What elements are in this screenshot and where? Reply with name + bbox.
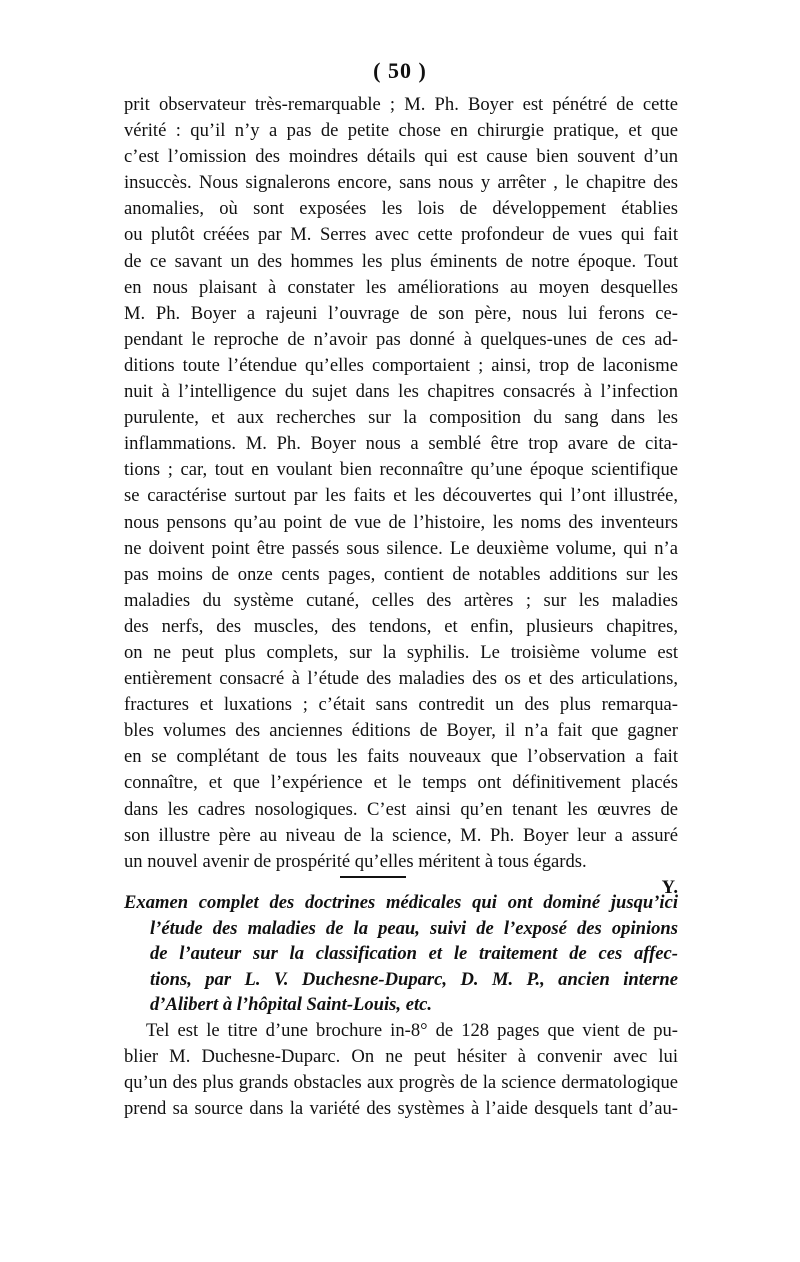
review-title-line: l’étude des maladies de la peau, suivi de l’exposé des opinions (150, 917, 678, 939)
text-line: qu’un des plus grands obstacles aux progrès de la science dermatologique (124, 1072, 678, 1093)
review-title-block (124, 890, 678, 1018)
text-line: un nouvel avenir de prospérité qu’elles méritent à tous égards. (124, 850, 587, 872)
text-line: ou plutôt créées par M. Serres avec cette profondeur de vues qui fait (124, 224, 678, 246)
text-line: inflammations. M. Ph. Boyer nous a semblé être trop avare de cita- (124, 433, 678, 455)
main-text-block (124, 92, 678, 901)
text-line: en nous plaisant à constater les améliorations au moyen desquelles (124, 276, 678, 298)
text-line: tions ; car, tout en voulant bien reconnaître qu’une époque scientifique (124, 459, 678, 481)
text-line: entièrement consacré à l’étude des maladies des os et des articulations, (124, 668, 678, 690)
signature: Y. (661, 876, 678, 898)
text-line: se caractérise surtout par les faits et les découvertes qui l’ont illustrée, (124, 485, 678, 507)
text-line: des nerfs, des muscles, des tendons, et enfin, plusieurs chapitres, (124, 615, 678, 637)
text-line: M. Ph. Boyer a rajeuni l’ouvrage de son père, nous lui ferons ce- (124, 302, 678, 324)
review-title-line: Examen complet des doctrines médicales qui ont dominé jusqu’ici (124, 892, 678, 913)
review-title-line: de l’auteur sur la classification et le traitement de ces affec- (150, 943, 678, 964)
text-line: de ce savant un des hommes les plus éminents de notre époque. Tout (124, 250, 678, 272)
text-line: fractures et luxations ; c’était sans contredit un des plus remarqua- (124, 694, 678, 716)
section-divider (340, 876, 406, 878)
text-line: blier M. Duchesne-Duparc. On ne peut hésiter à convenir avec lui (124, 1046, 678, 1067)
text-line: dans les cadres nosologiques. C’est ainsi qu’en tenant les œuvres de (124, 798, 678, 820)
text-line: son illustre père au niveau de la science, M. Ph. Boyer leur a assuré (124, 824, 678, 846)
text-line: en se complétant de tous les faits nouveaux que l’observation a fait (124, 746, 678, 768)
text-line: insuccès. Nous signalerons encore, sans nous y arrêter , le chapitre des (124, 172, 678, 194)
text-line: ne doivent point être passés sous silence. Le deuxième volume, qui n’a (124, 537, 678, 559)
text-line: anomalies, où sont exposées les lois de développement établies (124, 198, 678, 220)
text-line: pendant le reproche de n’avoir pas donné à quelques-unes de ces ad- (124, 328, 678, 350)
text-line: bles volumes des anciennes éditions de Boyer, il n’a fait que gagner (124, 720, 678, 742)
text-line: purulente, et aux recherches sur la composition du sang dans les (124, 407, 678, 429)
text-line: nous pensons qu’au point de vue de l’histoire, les noms des inventeurs (124, 511, 678, 533)
review-title-line: tions, par L. V. Duchesne-Duparc, D. M. P., ancien interne (150, 968, 678, 990)
review-title-line: d’Alibert à l’hôpital Saint-Louis, etc. (150, 994, 433, 1015)
text-line: c’est l’omission des moindres détails qui est cause bien souvent d’un (124, 146, 678, 168)
text-line: prend sa source dans la variété des systèmes à l’aide desquels tant d’au- (124, 1098, 678, 1119)
text-line: vérité : qu’il n’y a pas de petite chose en chirurgie pratique, et que (124, 120, 678, 142)
text-line: Tel est le titre d’une brochure in-8° de 128 pages que vient de pu- (146, 1020, 678, 1041)
text-line: prit observateur très-remarquable ; M. Ph. Boyer est pénétré de cette (124, 94, 678, 115)
text-line: ditions toute l’étendue qu’elles comportaient ; ainsi, trop de laconisme (124, 354, 678, 376)
text-line: maladies du système cutané, celles des artères ; sur les maladies (124, 589, 678, 611)
text-line: pas moins de onze cents pages, contient de notables additions sur les (124, 563, 678, 585)
text-line: nuit à l’intelligence du sujet dans les chapitres consacrés à l’infection (124, 381, 678, 403)
page-number: ( 50 ) (373, 58, 427, 83)
text-line: connaître, et que l’expérience et le temps ont définitivement placés (124, 772, 678, 794)
review-paragraph (124, 1018, 678, 1122)
text-line: on ne peut plus complets, sur la syphilis. Le troisième volume est (124, 641, 678, 663)
